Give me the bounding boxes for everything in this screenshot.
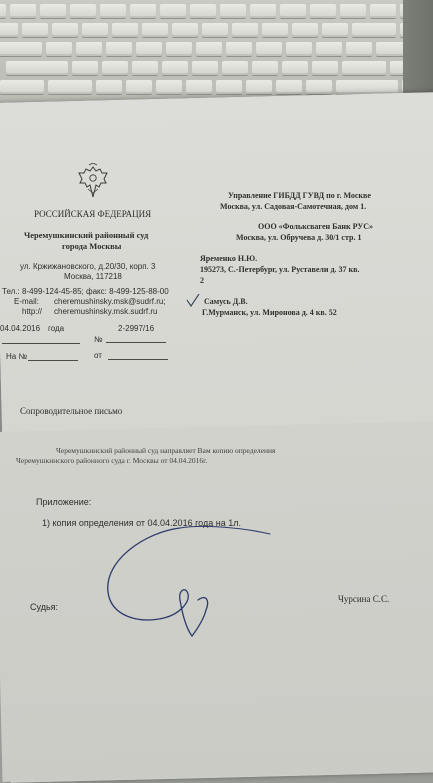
- recipient-2-line1: ООО «Фольксваген Банк РУС»: [258, 222, 373, 231]
- letter-date-suffix: года: [48, 324, 65, 333]
- court-address-line1: ул. Кржижановского, д.20/30, корп. 3: [20, 262, 156, 271]
- recipient-1-line1: Управление ГИБДД ГУВД по г. Москве: [228, 191, 371, 200]
- court-website: cheremushinsky.msk.sudrf.ru: [54, 307, 158, 316]
- court-country: РОССИЙСКАЯ ФЕДЕРАЦИЯ: [34, 209, 152, 219]
- court-http-label: http://: [22, 307, 43, 316]
- reply-from-label: от: [94, 351, 102, 360]
- attachment-label: Приложение:: [36, 497, 92, 507]
- court-phone: Тел.: 8-499-124-45-85; факс: 8-499-125-88-00: [2, 287, 169, 296]
- number-mark: №: [94, 335, 103, 344]
- recipient-4-line2: Г.Мурманск, ул. Миронова д. 4 кв. 52: [202, 308, 337, 317]
- judge-name: Чурсина С.С.: [338, 594, 390, 604]
- recipient-4-line1: Самусь Д.В.: [204, 297, 248, 306]
- letter-body-line2: Черемушкинского районного суда г. Москвы от 04.04.2016г.: [16, 456, 208, 465]
- court-email: cheremushinsky.msk@sudrf.ru;: [54, 297, 166, 306]
- letter-subject: Сопроводительное письмо: [20, 406, 123, 416]
- letter-body-line1: Черемушкинский районный суд направляет Вам копию определения: [56, 446, 276, 455]
- letter-date: 04.04.2016: [0, 324, 41, 333]
- judge-label: Судья:: [30, 602, 59, 612]
- court-address-line2: Москва, 117218: [64, 272, 122, 281]
- recipient-3-line1: Яременко Н.Ю.: [200, 254, 258, 263]
- reply-number-line: [28, 360, 78, 361]
- attachment-item: 1) копия определения от 04.04.2016 года на 1л.: [42, 518, 241, 528]
- court-email-label: E-mail:: [14, 297, 39, 306]
- case-number: 2-2997/16: [118, 324, 155, 333]
- outgoing-number-line: [2, 343, 80, 344]
- reply-date-line: [108, 359, 168, 360]
- recipient-1-line2: Москва, ул. Садовая-Самотечная, дом 1.: [220, 202, 367, 211]
- signature-mark: [94, 520, 284, 650]
- recipient-3-line3: 2: [200, 276, 204, 285]
- checkmark-icon: [186, 294, 200, 308]
- court-name-line1: Черемушкинский районный суд: [24, 230, 149, 240]
- court-name-line2: города Москвы: [62, 241, 122, 251]
- reply-label: На №: [6, 352, 28, 361]
- outgoing-date-line: [106, 342, 166, 343]
- recipient-3-line2: 195273, С.-Петербург, ул. Руставели д. 37 кв.: [200, 265, 360, 274]
- recipient-2-line2: Москва, ул. Обручева д. 30/1 стр. 1: [236, 233, 362, 242]
- coat-of-arms-icon: [76, 163, 110, 201]
